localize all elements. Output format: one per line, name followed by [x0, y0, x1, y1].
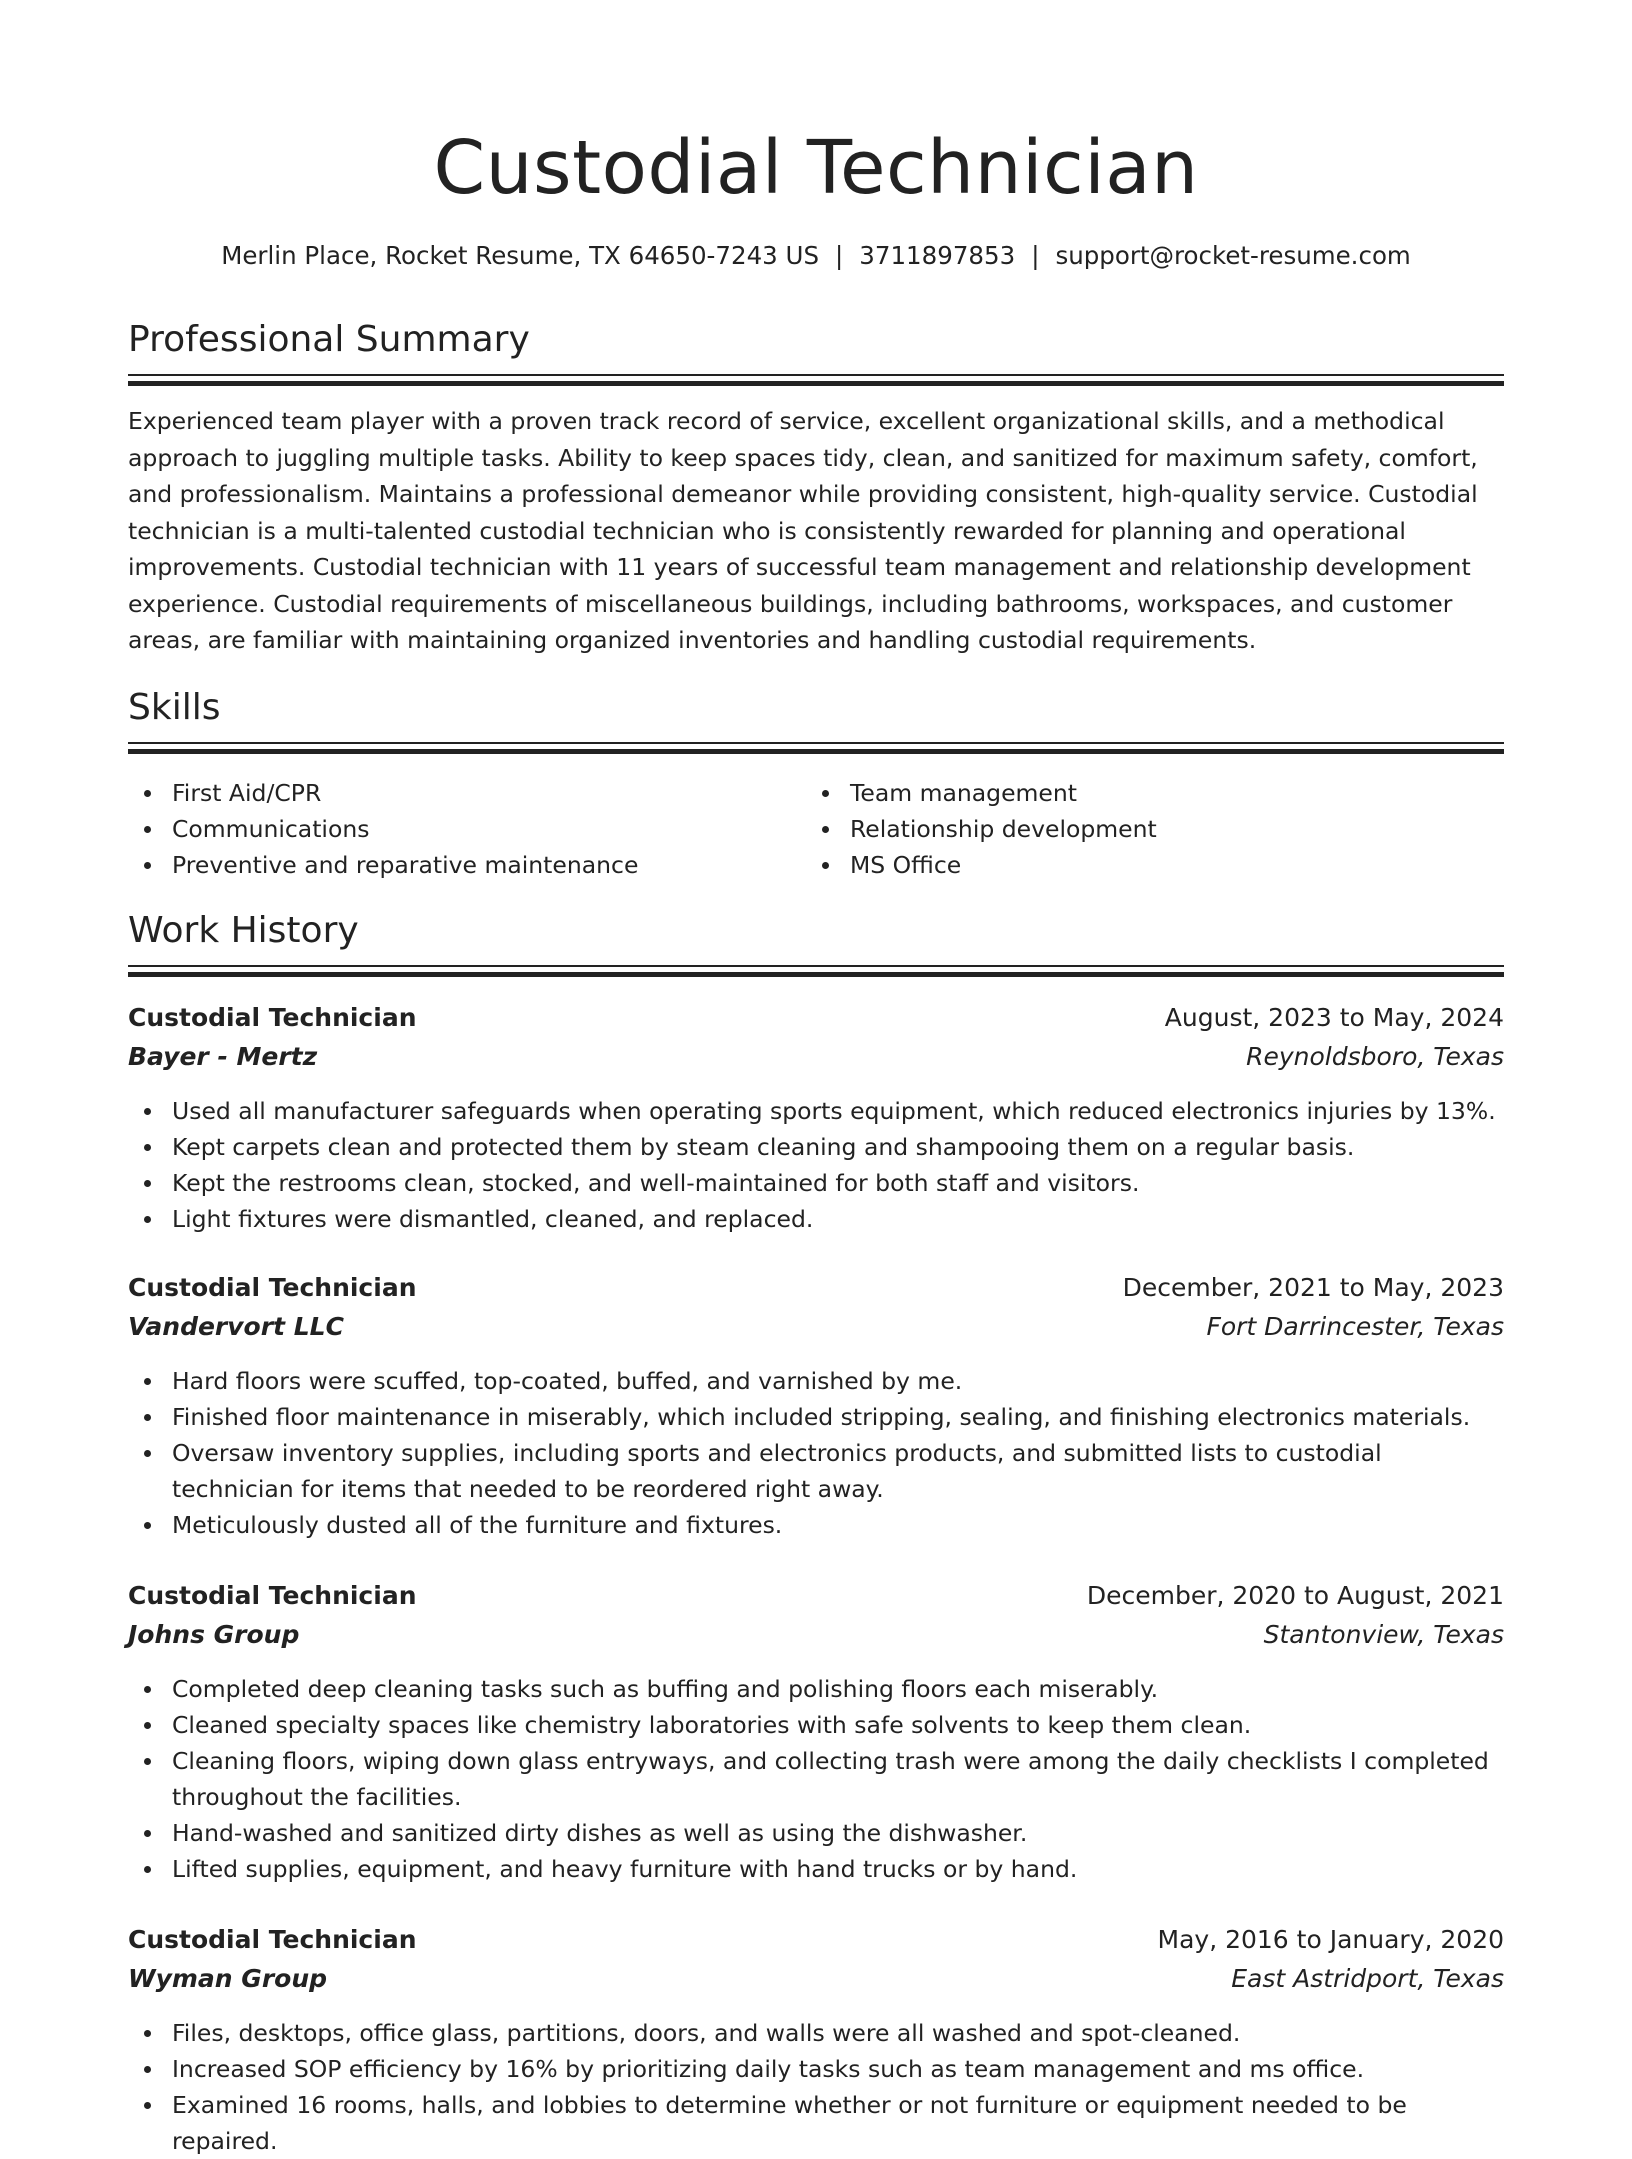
list-item: Cleaning floors, wiping down glass entryways, and collecting trash were among the daily checklists I completed throughout the facilities.	[128, 1743, 1504, 1815]
work-heading: Work History	[128, 910, 359, 951]
skills-list-right	[806, 775, 1466, 883]
job-company: Vandervort LLC	[128, 1312, 344, 1341]
job-bullets	[128, 2015, 1504, 2159]
job-location: Fort Darrincester, Texas	[1206, 1312, 1504, 1341]
list-item: Kept the restrooms clean, stocked, and well-maintained for both staff and visitors.	[128, 1165, 1504, 1201]
list-item: Lifted supplies, equipment, and heavy furniture with hand trucks or by hand.	[128, 1851, 1504, 1887]
section-divider	[128, 742, 1504, 754]
job-company: Bayer - Mertz	[128, 1042, 318, 1071]
contact-separator: |	[835, 241, 844, 270]
job-bullets	[128, 1093, 1504, 1237]
list-item: Increased SOP efficiency by 16% by prioritizing daily tasks such as team management and ms office.	[128, 2051, 1504, 2087]
job-subheader	[128, 1038, 1504, 1076]
job-bullets	[128, 1671, 1504, 1887]
job-header	[128, 1577, 1504, 1615]
job-dates: December, 2020 to August, 2021	[1086, 1581, 1504, 1610]
job-location: East Astridport, Texas	[1231, 1964, 1504, 1993]
email: support@rocket-resume.com	[1055, 241, 1411, 270]
list-item: Kept carpets clean and protected them by steam cleaning and shampooing them on a regular basis.	[128, 1129, 1504, 1165]
job-header	[128, 1269, 1504, 1307]
job-company: Wyman Group	[128, 1964, 328, 1993]
job-subheader	[128, 1616, 1504, 1654]
job-header	[128, 1921, 1504, 1959]
section-divider	[128, 374, 1504, 386]
job-company: Johns Group	[128, 1620, 300, 1649]
job-dates: December, 2021 to May, 2023	[1122, 1273, 1504, 1302]
job-bullets	[128, 1363, 1504, 1543]
skills-heading: Skills	[128, 687, 221, 728]
phone: 3711897853	[859, 241, 1016, 270]
job-subheader	[128, 1960, 1504, 1998]
skill-item: First Aid/CPR	[128, 775, 788, 811]
job-header	[128, 999, 1504, 1037]
job-dates: May, 2016 to January, 2020	[1157, 1925, 1504, 1954]
list-item: Examined 16 rooms, halls, and lobbies to determine whether or not furniture or equipment needed to be repaired.	[128, 2087, 1504, 2159]
job-location: Stantonview, Texas	[1263, 1620, 1504, 1649]
list-item: Cleaned specialty spaces like chemistry laboratories with safe solvents to keep them clean.	[128, 1707, 1504, 1743]
job-title: Custodial Technician	[128, 1273, 417, 1302]
skill-item: Team management	[806, 775, 1466, 811]
job-title: Custodial Technician	[128, 1581, 417, 1610]
job-title: Custodial Technician	[128, 1925, 417, 1954]
job-dates: August, 2023 to May, 2024	[1164, 1003, 1504, 1032]
list-item: Light fixtures were dismantled, cleaned, and replaced.	[128, 1201, 1504, 1237]
resume-name: Custodial Technician	[433, 125, 1199, 211]
skill-item: Preventive and reparative maintenance	[128, 847, 788, 883]
list-item: Oversaw inventory supplies, including sports and electronics products, and submitted lists to custodial technician for items that needed to be reordered right away.	[128, 1435, 1504, 1507]
job-location: Reynoldsboro, Texas	[1246, 1042, 1504, 1071]
list-item: Meticulously dusted all of the furniture and fixtures.	[128, 1507, 1504, 1543]
job-subheader	[128, 1308, 1504, 1346]
contact-line	[128, 236, 1504, 276]
list-item: Finished floor maintenance in miserably, which included stripping, sealing, and finishing electronics materials.	[128, 1399, 1504, 1435]
contact-separator: |	[1031, 241, 1040, 270]
address: Merlin Place, Rocket Resume, TX 64650-7243 US	[221, 241, 820, 270]
section-divider	[128, 965, 1504, 977]
list-item: Used all manufacturer safeguards when operating sports equipment, which reduced electronics injuries by 13%.	[128, 1093, 1504, 1129]
list-item: Completed deep cleaning tasks such as buffing and polishing floors each miserably.	[128, 1671, 1504, 1707]
summary-text: Experienced team player with a proven track record of service, excellent organizational skills, and a methodical approach to juggling multiple tasks. Ability to keep spaces tidy, clean, and sanitized for maximum safety, comfort, and professionalism. Maintains a professional demeanor while providing consistent, high-quality service. Custodial technician is a multi-talented custodial technician who is consistently rewarded for planning and operational improvements. Custodial technician with 11 years of successful team management and relationship development experience. Custodial requirements of miscellaneous buildings, including bathrooms, workspaces, and customer areas, are familiar with maintaining organized inventories and handling custodial requirements.	[128, 407, 1478, 654]
skill-item: Communications	[128, 811, 788, 847]
list-item: Files, desktops, office glass, partitions, doors, and walls were all washed and spot-cleaned.	[128, 2015, 1504, 2051]
list-item: Hand-washed and sanitized dirty dishes as well as using the dishwasher.	[128, 1815, 1504, 1851]
skills-list-left	[128, 775, 788, 883]
summary-heading: Professional Summary	[128, 319, 530, 360]
job-title: Custodial Technician	[128, 1003, 417, 1032]
list-item: Hard floors were scuffed, top-coated, buffed, and varnished by me.	[128, 1363, 1504, 1399]
skill-item: Relationship development	[806, 811, 1466, 847]
skill-item: MS Office	[806, 847, 1466, 883]
